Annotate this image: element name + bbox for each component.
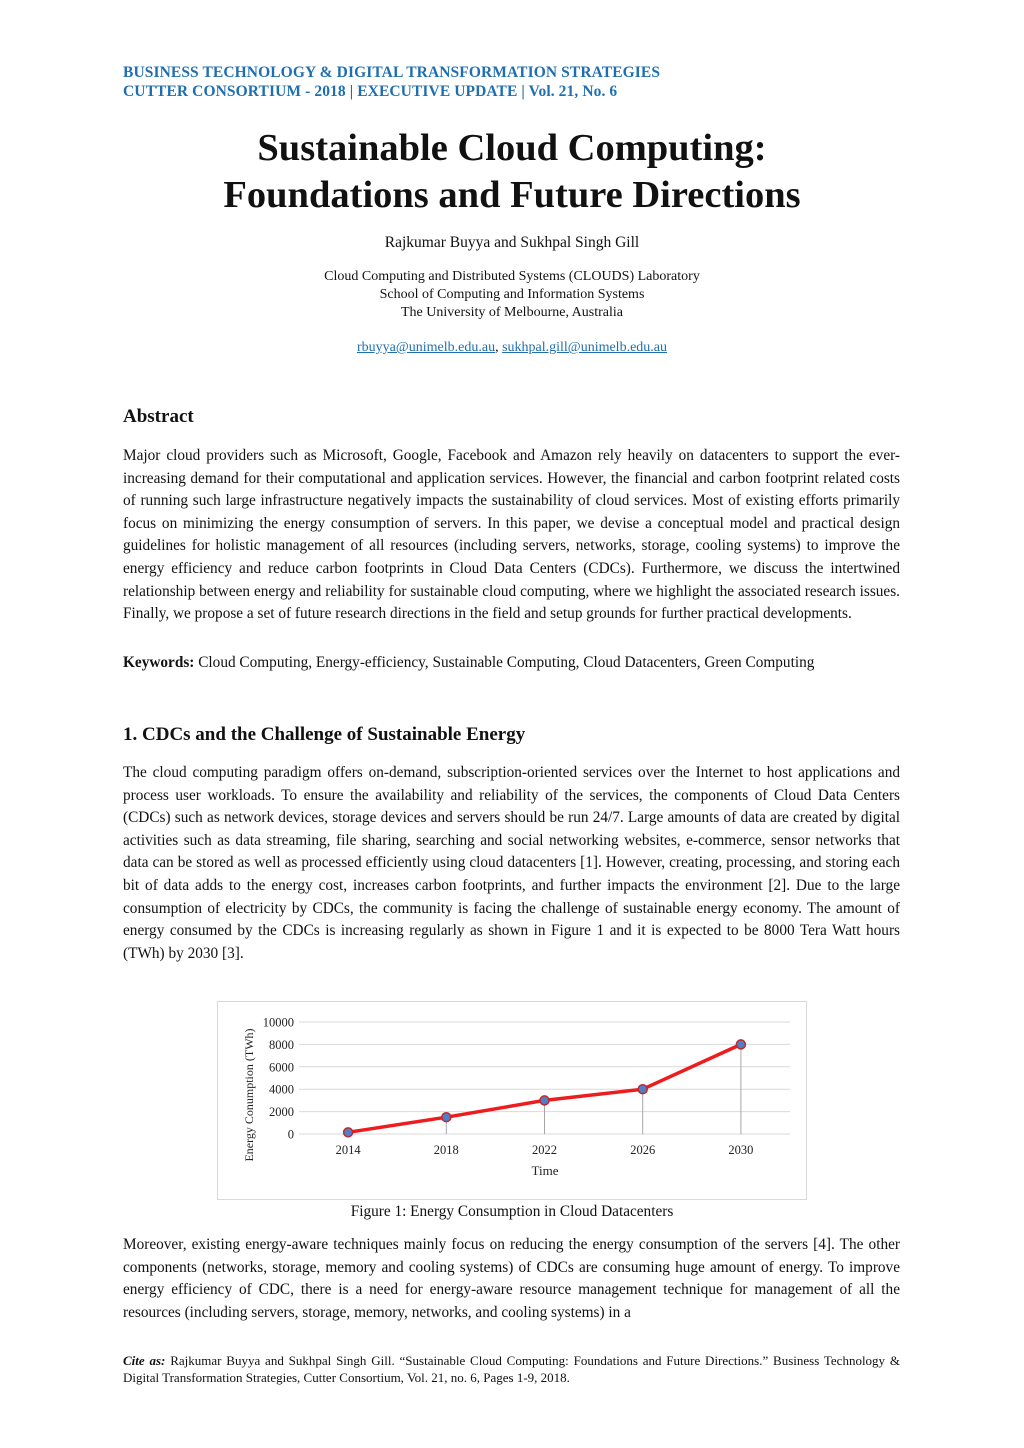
email-link-buyya[interactable]: rbuyya@unimelb.edu.au [356,340,496,355]
data-point-marker [736,1040,745,1049]
section-heading-1: 1. CDCs and the Challenge of Sustainable Energy [123,724,526,745]
citation-label: Cite as: [123,1353,166,1368]
paper-title-line2: Foundations and Future Directions [223,174,801,216]
x-tick-label: 2026 [630,1143,656,1157]
journal-header-line1: BUSINESS TECHNOLOGY & DIGITAL TRANSFORMATION STRATEGIES [123,64,661,81]
affiliation-line1: Cloud Computing and Distributed Systems (CLOUDS) Laboratory [324,269,700,284]
section1-paragraph-1: The cloud computing paradigm offers on-demand, subscription-oriented services over the Internet to host applications and process user workloads. To ensure the availability and reliability of the services, the components of Cloud Data Centers (CDCs) such as network devices, storage devices and servers should be run 24/7. Large amounts of data are created by digital activities such as data streaming, file sharing, searching and social networking websites, e-commerce, sensor networks that data can be stored as well as processed efficiently using cloud datacenters [1]. However, creating, processing, and storing each bit of data adds to the energy cost, increases carbon footprints, and further impacts the environment [2]. Due to the large consumption of electricity by CDCs, the community is facing the challenge of sustainable energy economy. The amount of energy consumed by the CDCs is increasing regularly as shown in Figure 1 and it is expected to be 8000 Tera Watt hours (TWh) by 2030 [3]. [123,764,900,962]
y-tick-label: 2000 [269,1105,294,1120]
x-tick-label: 2022 [532,1143,557,1157]
email-link-gill[interactable]: sukhpal.gill@unimelb.edu.au [502,340,668,355]
x-axis-label: Time [531,1163,559,1178]
line-chart [218,1002,806,1199]
citation [123,1352,900,1386]
figure-1-caption: Figure 1: Energy Consumption in Cloud Datacenters [350,1203,674,1220]
abstract-heading: Abstract [123,406,194,427]
paper-title [0,125,1024,219]
data-point-marker [638,1085,647,1094]
paper-title-line1: Sustainable Cloud Computing: [257,127,767,169]
section1-paragraph-2: Moreover, existing energy-aware techniques mainly focus on reducing the energy consumption of the servers [4]. The other components (networks, storage, memory and cooling systems) of CDCs are consuming huge amount of energy. To improve energy efficiency of CDC, there is a need for energy-aware resource management technique for management of all the resources (including servers, storage, memory, networks, and cooling systems) in a [123,1236,900,1321]
affiliation-line3: The University of Melbourne, Australia [400,305,623,320]
email-separator: , [495,340,503,355]
data-point-marker [442,1113,451,1122]
y-tick-label: 6000 [269,1060,294,1075]
keywords-label: Keywords: [123,654,195,671]
keywords-list: Cloud Computing, Energy-efficiency, Sustainable Computing, Cloud Datacenters, Green Computing [194,654,815,671]
y-tick-label: 10000 [262,1015,294,1030]
data-point-marker [540,1096,549,1105]
journal-header-line2: CUTTER CONSORTIUM - 2018 | EXECUTIVE UPDATE | Vol. 21, No. 6 [123,83,618,100]
keywords [123,652,900,675]
x-tick-label: 2030 [728,1143,754,1157]
y-tick-label: 4000 [269,1082,294,1097]
y-tick-label: 0 [287,1127,294,1142]
author-emails [0,340,1024,356]
abstract-text: Major cloud providers such as Microsoft, Google, Facebook and Amazon rely heavily on datacenters to support the ever-increasing demand for their computational and application services. However, the financial and carbon footprint related costs of running such large infrastructure negatively impacts the sustainability of cloud services. Most of existing efforts primarily focus on minimizing the energy consumption of servers. In this paper, we devise a conceptual model and practical design guidelines for holistic management of all resources (including servers, networks, storage, cooling systems) to improve the energy efficiency and reduce carbon footprints in Cloud Data Centers (CDCs). Furthermore, we discuss the intertwined relationship between energy and reliability for sustainable cloud computing, where we highlight the associated research issues. Finally, we propose a set of future research directions in the field and setup grounds for further practical developments. [123,447,900,623]
affiliation [0,268,1024,322]
affiliation-line2: School of Computing and Information Systems [379,287,645,302]
x-tick-label: 2014 [335,1143,361,1157]
y-tick-label: 8000 [269,1037,294,1052]
x-tick-label: 2018 [433,1143,459,1157]
figure-1-chart [217,1001,807,1200]
y-axis-label: Energy Conumption (TWh) [242,1028,256,1162]
authors: Rajkumar Buyya and Sukhpal Singh Gill [384,234,640,251]
citation-text: Rajkumar Buyya and Sukhpal Singh Gill. “Sustainable Cloud Computing: Foundations and Future Directions.” Business Technology & Digital Transformation Strategies, Cutter Consortium, Vol. 21, no. 6, Pages 1-9, 2018. [123,1353,900,1385]
journal-header [123,63,660,101]
data-point-marker [344,1128,353,1137]
